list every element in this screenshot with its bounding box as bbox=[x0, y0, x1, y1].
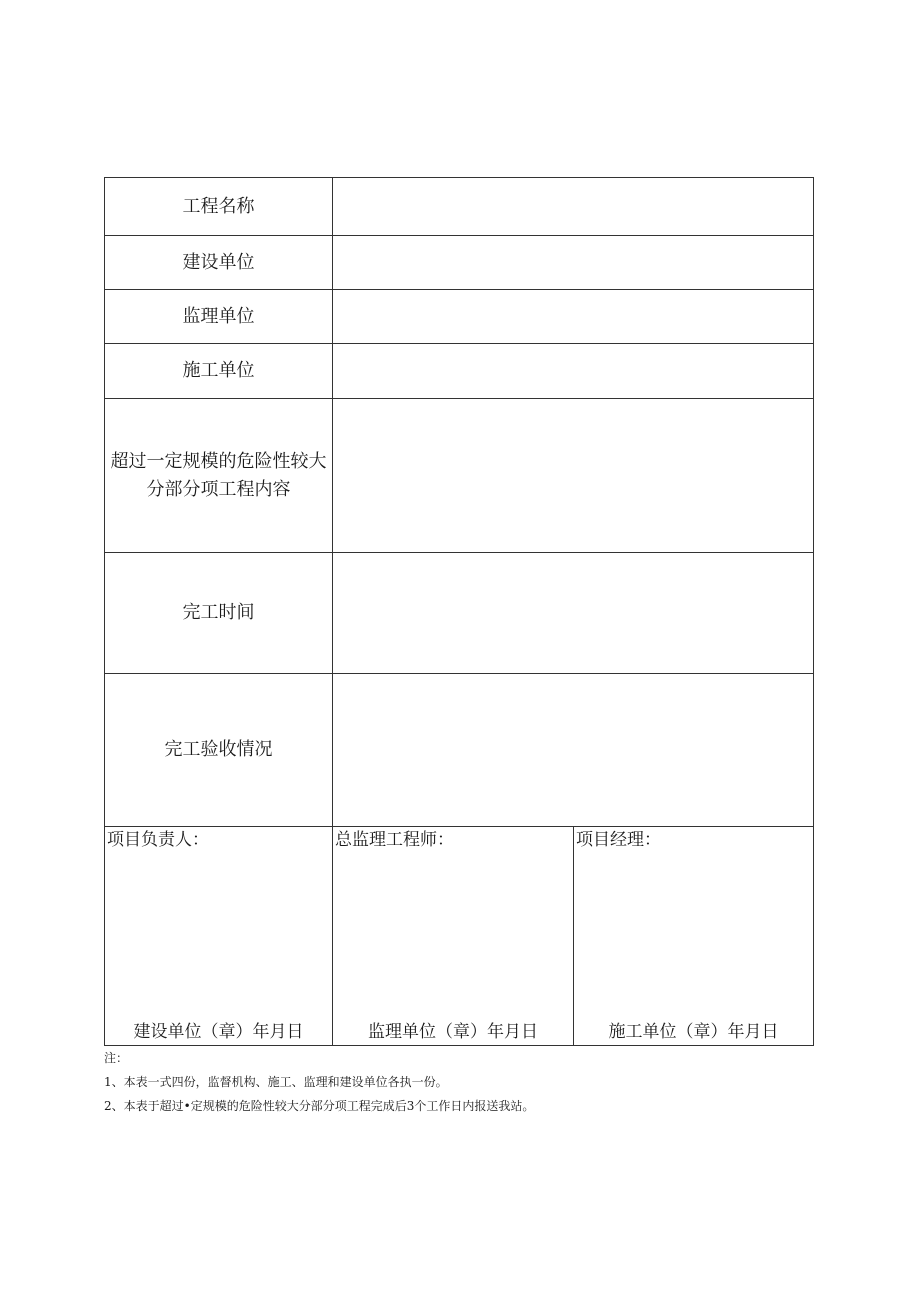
manager-signature-footer: 施工单位（章）年月日 bbox=[608, 1022, 779, 1042]
signature-supervisor-cell[interactable] bbox=[333, 827, 574, 1045]
construction-unit-label: 建设单位 bbox=[105, 236, 333, 289]
supervision-unit-field[interactable] bbox=[333, 290, 813, 343]
supervision-unit-label: 监理单位 bbox=[105, 290, 333, 343]
project-name-label: 工程名称 bbox=[105, 178, 333, 235]
completion-time-label: 完工时间 bbox=[105, 553, 333, 673]
owner-signature-footer: 建设单位（章）年月日 bbox=[133, 1022, 304, 1042]
row-project-name bbox=[105, 178, 813, 236]
contractor-unit-label: 施工单位 bbox=[105, 344, 333, 398]
acceptance-form-table bbox=[104, 177, 814, 1046]
row-construction-unit bbox=[105, 236, 813, 290]
owner-signature-title: 项目负责人： bbox=[107, 830, 209, 850]
signature-manager-cell[interactable] bbox=[574, 827, 813, 1045]
acceptance-status-field[interactable] bbox=[333, 674, 813, 826]
project-content-field[interactable] bbox=[333, 399, 813, 552]
contractor-unit-field[interactable] bbox=[333, 344, 813, 398]
signature-owner-cell[interactable] bbox=[105, 827, 333, 1045]
form-notes bbox=[104, 1046, 534, 1118]
notes-heading: 注： bbox=[104, 1051, 129, 1065]
project-content-label bbox=[105, 399, 333, 552]
project-content-label-line-2: 分部分项工程内容 bbox=[146, 478, 291, 500]
note-item-2: 2、本表于超过•定规模的危险性较大分部分项工程完成后3个工作日内报送我站。 bbox=[104, 1099, 535, 1113]
supervisor-signature-title: 总监理工程师： bbox=[335, 830, 454, 850]
project-name-field[interactable] bbox=[333, 178, 813, 235]
completion-time-field[interactable] bbox=[333, 553, 813, 673]
project-content-label-line-1: 超过一定规模的危险性较大 bbox=[110, 450, 327, 472]
supervisor-signature-footer: 监理单位（章）年月日 bbox=[368, 1022, 538, 1042]
note-item-1: 1、本表一式四份，监督机构、施工、监理和建设单位各执一份。 bbox=[104, 1075, 448, 1089]
row-completion-time bbox=[105, 553, 813, 674]
row-supervision-unit bbox=[105, 290, 813, 344]
row-acceptance-status bbox=[105, 674, 813, 827]
construction-unit-field[interactable] bbox=[333, 236, 813, 289]
manager-signature-title: 项目经理： bbox=[576, 830, 661, 850]
row-project-content bbox=[105, 399, 813, 553]
row-contractor-unit bbox=[105, 344, 813, 399]
acceptance-status-label: 完工验收情况 bbox=[105, 674, 333, 826]
